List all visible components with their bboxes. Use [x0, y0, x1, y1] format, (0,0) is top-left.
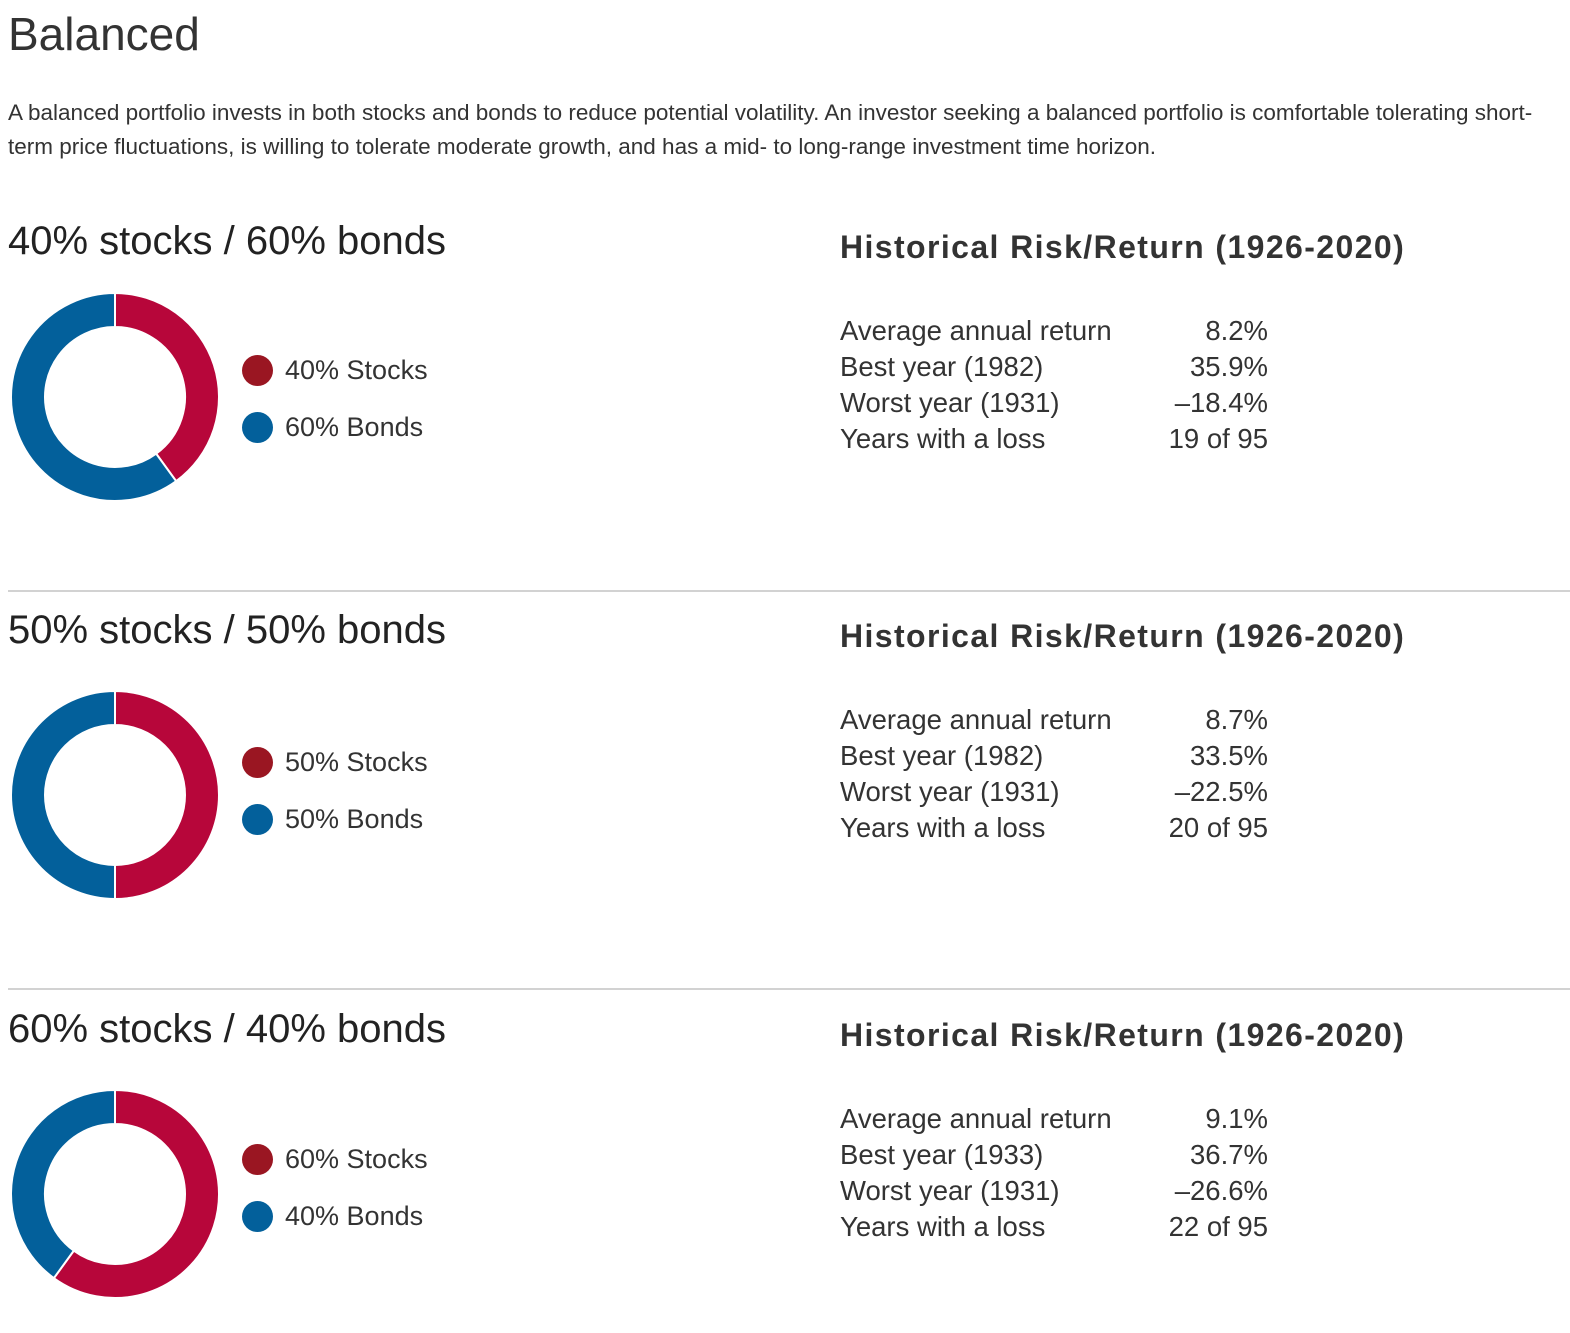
stat-row-average-return: [840, 1101, 1268, 1137]
stat-label: Average annual return: [840, 1103, 1112, 1134]
stocks-swatch: [242, 747, 273, 778]
stat-value: 8.7%: [1205, 704, 1268, 735]
stat-value: 8.2%: [1205, 315, 1268, 346]
intro-paragraph: A balanced portfolio invests in both stocks and bonds to reduce potential volatility. An investor seeking a balanced portfolio is comfortable tolerating short-term price fluctuations, is willing to tolerate moderate growth, and has a mid- to long-range investment time horizon.: [8, 100, 1533, 159]
legend-item-stocks: [242, 1142, 428, 1176]
section-title: 50% stocks / 50% bonds: [8, 608, 447, 652]
stat-label: Average annual return: [840, 315, 1112, 346]
donut-slice-bonds: [11, 1090, 115, 1278]
stat-row-average-return: [840, 702, 1268, 738]
legend-item-stocks: [242, 745, 428, 779]
stat-label: Years with a loss: [840, 1211, 1046, 1242]
stat-row-best-year: [840, 1137, 1268, 1173]
page-title: Balanced: [8, 8, 200, 60]
legend-item-bonds: [242, 410, 423, 444]
bonds-swatch: [242, 1201, 273, 1232]
stat-label: Worst year (1931): [840, 1175, 1060, 1206]
stat-label: Worst year (1931): [840, 776, 1060, 807]
stat-label: Best year (1982): [840, 740, 1044, 771]
stat-row-years-with-loss: [840, 421, 1268, 457]
section-divider: [8, 988, 1570, 990]
legend-item-bonds: [242, 802, 423, 836]
stat-row-best-year: [840, 349, 1268, 385]
allocation-section-40-60: [0, 215, 1570, 545]
stat-value: 22 of 95: [1168, 1211, 1268, 1242]
stat-label: Best year (1982): [840, 351, 1044, 382]
stocks-swatch: [242, 1144, 273, 1175]
stocks-swatch: [242, 355, 273, 386]
stat-label: Worst year (1931): [840, 387, 1060, 418]
stats-table: [840, 702, 1268, 846]
donut-slice-bonds: [11, 691, 115, 899]
stat-value: 20 of 95: [1168, 812, 1268, 843]
stat-row-worst-year: [840, 1173, 1268, 1209]
stat-value: 36.7%: [1190, 1139, 1268, 1170]
stat-label: Average annual return: [840, 704, 1112, 735]
legend-label-stocks: 50% Stocks: [285, 746, 428, 777]
allocation-section-60-40: [0, 1003, 1570, 1333]
legend-label-bonds: 60% Bonds: [285, 411, 424, 442]
stats-title: Historical Risk/Return (1926-2020): [840, 1017, 1406, 1053]
bonds-swatch: [242, 804, 273, 835]
legend-item-bonds: [242, 1199, 423, 1233]
stat-value: 19 of 95: [1168, 423, 1268, 454]
stat-value: –26.6%: [1174, 1175, 1268, 1206]
allocation-donut-chart: [8, 290, 222, 504]
stat-row-worst-year: [840, 774, 1268, 810]
stat-row-average-return: [840, 313, 1268, 349]
donut-slice-stocks: [115, 691, 219, 899]
section-title: 40% stocks / 60% bonds: [8, 219, 447, 263]
section-divider: [8, 590, 1570, 592]
stat-row-best-year: [840, 738, 1268, 774]
donut-slice-stocks: [115, 293, 219, 481]
stat-label: Years with a loss: [840, 423, 1046, 454]
stats-table: [840, 313, 1268, 457]
legend-label-bonds: 40% Bonds: [285, 1200, 424, 1231]
stat-row-worst-year: [840, 385, 1268, 421]
legend-label-stocks: 60% Stocks: [285, 1143, 428, 1174]
stat-label: Best year (1933): [840, 1139, 1044, 1170]
stat-value: 9.1%: [1205, 1103, 1268, 1134]
allocation-donut-chart: [8, 1087, 222, 1301]
stat-value: –18.4%: [1174, 387, 1268, 418]
section-title: 60% stocks / 40% bonds: [8, 1007, 447, 1051]
stats-title: Historical Risk/Return (1926-2020): [840, 229, 1406, 265]
allocation-section-50-50: [0, 604, 1570, 934]
legend-label-stocks: 40% Stocks: [285, 354, 428, 385]
bonds-swatch: [242, 412, 273, 443]
stat-row-years-with-loss: [840, 810, 1268, 846]
stats-table: [840, 1101, 1268, 1245]
stat-value: 35.9%: [1190, 351, 1268, 382]
legend-label-bonds: 50% Bonds: [285, 803, 424, 834]
stats-title: Historical Risk/Return (1926-2020): [840, 618, 1406, 654]
allocation-donut-chart: [8, 688, 222, 902]
stat-row-years-with-loss: [840, 1209, 1268, 1245]
stat-value: –22.5%: [1174, 776, 1268, 807]
stat-label: Years with a loss: [840, 812, 1046, 843]
stat-value: 33.5%: [1190, 740, 1268, 771]
legend-item-stocks: [242, 353, 428, 387]
